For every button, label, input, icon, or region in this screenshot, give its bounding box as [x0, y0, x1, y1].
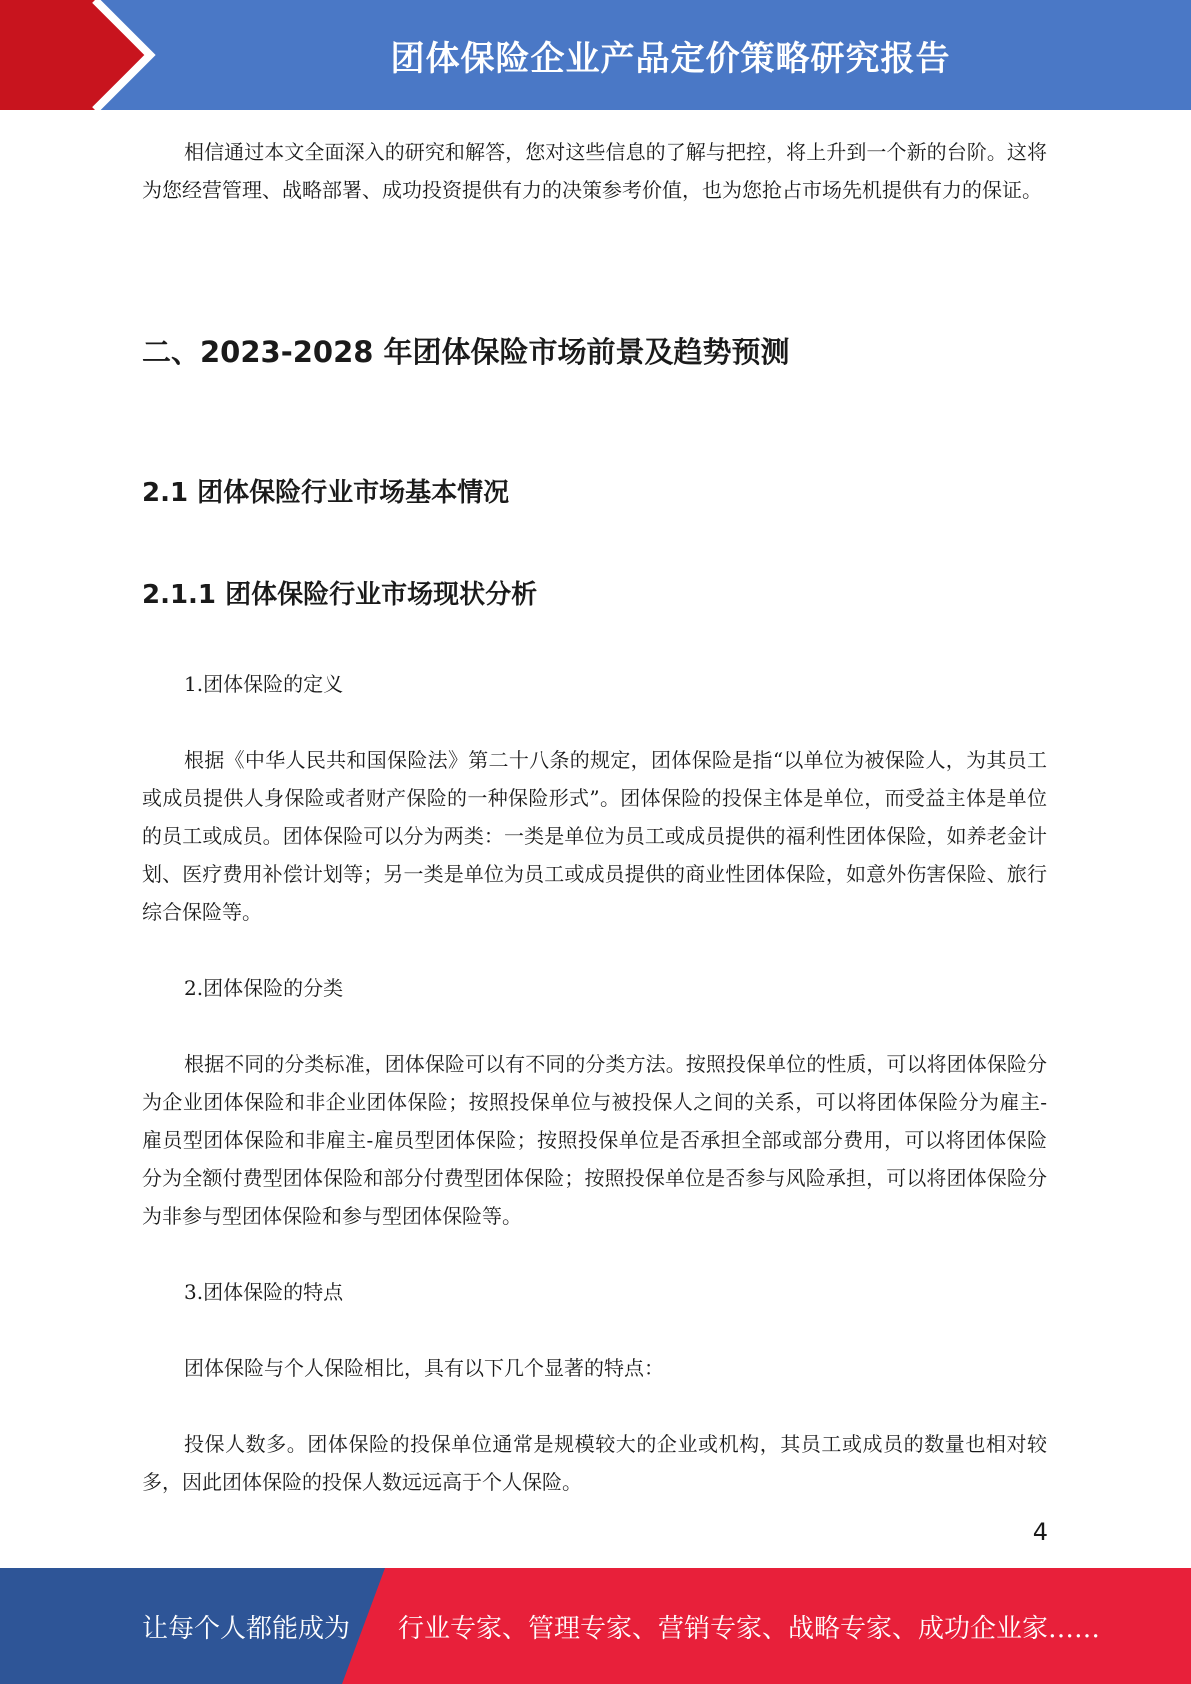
document-title: 团体保险企业产品定价策略研究报告	[390, 38, 951, 79]
item-definition	[142, 665, 1047, 703]
footer-banner	[0, 1568, 1191, 1684]
item-heading: 3.团体保险的特点	[184, 1280, 344, 1304]
item-body: 根据《中华人民共和国保险法》第二十八条的规定，团体保险是指“以单位为被保险人，为其员工或成员提供人身保险或者财产保险的一种保险形式”。团体保险的投保主体是单位，而受益主体是单位的员工或成员。团体保险可以分为两类：一类是单位为员工或成员提供的福利性团体保险，如养老金计划、医疗费用补偿计划等；另一类是单位为员工或成员提供的商业性团体保险，如意外伤害保险、旅行综合保险等。	[142, 748, 1047, 924]
footer-slogan-left: 让每个人都能成为	[142, 1613, 351, 1644]
intro-paragraph: 相信通过本文全面深入的研究和解答，您对这些信息的了解与把控，将上升到一个新的台阶。这将为您经营管理、战略部署、成功投资提供有力的决策参考价值，也为您抢占市场先机提供有力的保证。	[142, 140, 1047, 202]
item-features	[142, 1273, 1047, 1311]
page-number: 4	[1032, 1518, 1048, 1546]
item-classification	[142, 969, 1047, 1007]
footer-slogan-right: 行业专家、管理专家、营销专家、战略专家、成功企业家……	[398, 1613, 1101, 1644]
last-paragraph: 投保人数多。团体保险的投保单位通常是规模较大的企业或机构，其员工或成员的数量也相对较多，因此团体保险的投保人数远远高于个人保险。	[142, 1432, 1047, 1494]
item-body: 根据不同的分类标准，团体保险可以有不同的分类方法。按照投保单位的性质，可以将团体保险分为企业团体保险和非企业团体保险；按照投保单位与被投保人之间的关系，可以将团体保险分为雇主-雇员型团体保险和非雇主-雇员型团体保险；按照投保单位是否承担全部或部分费用，可以将团体保险分为全额付费型团体保险和部分付费型团体保险；按照投保单位是否参与风险承担，可以将团体保险分为非参与型团体保险和参与型团体保险等。	[142, 1052, 1047, 1228]
subsubsection-title: 2.1.1 团体保险行业市场现状分析	[142, 580, 538, 610]
item-heading: 2.团体保险的分类	[184, 976, 344, 1000]
header-banner	[0, 0, 1191, 110]
section-title: 二、2023-2028 年团体保险市场前景及趋势预测	[142, 335, 790, 369]
subsection-title: 2.1 团体保险行业市场基本情况	[142, 478, 510, 508]
item-classification-body-block	[142, 1045, 1047, 1235]
item-body: 团体保险与个人保险相比，具有以下几个显著的特点：	[184, 1356, 664, 1380]
last-paragraph-block	[142, 1425, 1047, 1501]
item-features-body-block	[142, 1349, 1047, 1387]
item-definition-body-block	[142, 741, 1047, 931]
intro-paragraph-block	[142, 133, 1047, 209]
item-heading: 1.团体保险的定义	[184, 672, 344, 696]
